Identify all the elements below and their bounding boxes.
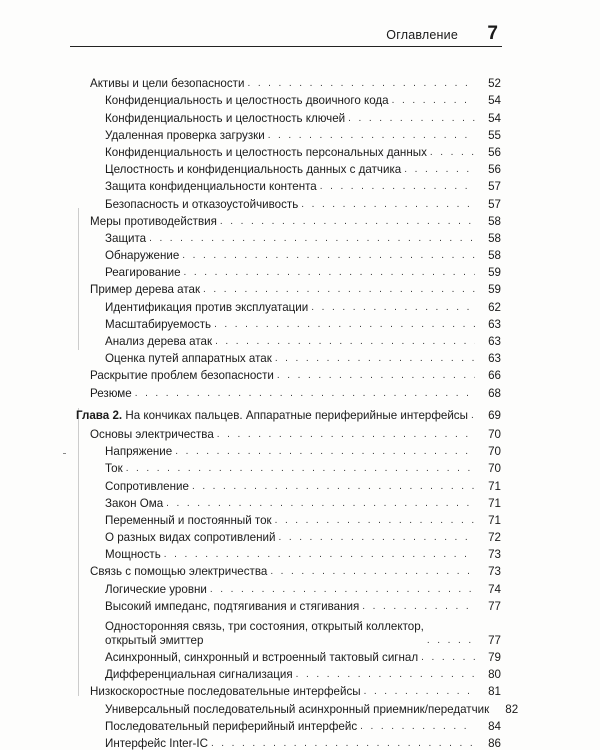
toc-entry-title: Конфиденциальность и целостность персональных данных [105, 145, 427, 159]
toc-entry-title: Переменный и постоянный ток [105, 513, 272, 527]
dot-leader [210, 584, 475, 597]
toc-page-number: 58 [488, 214, 501, 228]
toc-page-number: 59 [488, 283, 501, 297]
toc-entry-title: Анализ дерева атак [105, 335, 213, 348]
dot-leader [268, 130, 475, 143]
dot-leader [214, 319, 475, 332]
toc-page-number: 77 [488, 633, 501, 647]
toc-page-number: 70 [488, 462, 501, 476]
dot-leader [430, 147, 475, 160]
toc-entry-title: О разных видах сопротивлений [105, 531, 276, 545]
dot-leader [175, 446, 475, 459]
toc-page-number: 58 [488, 249, 501, 263]
toc-subsection-entry [0, 349, 600, 366]
toc-page-number: 73 [488, 548, 501, 562]
toc-entry-title: Асинхронный, синхронный и встроенный тактовый сигнал [105, 651, 419, 664]
toc-page-number: 71 [488, 479, 501, 493]
toc-section-entry [0, 74, 600, 91]
toc-page-number: 74 [488, 582, 501, 596]
toc-page-number: 58 [488, 231, 501, 245]
dot-leader [203, 284, 475, 297]
dot-leader [164, 549, 475, 562]
toc-entry-title: Защита конфиденциальности контента [105, 180, 317, 194]
toc-page-number: 63 [488, 317, 501, 331]
dot-leader [149, 233, 475, 246]
toc-subsection-entry [0, 528, 600, 545]
toc-entry-title: Масштабируемость [105, 317, 212, 331]
toc-page-number: 70 [488, 445, 501, 459]
toc-subsection-entry [0, 545, 600, 562]
toc-subsection-entry [0, 648, 600, 665]
toc-subsection-entry [0, 91, 600, 108]
toc-page-number: 77 [488, 599, 501, 613]
toc-entry-title: Обнаружение [105, 249, 180, 263]
toc-entry-title [76, 409, 471, 423]
toc-page-number: 52 [488, 77, 501, 91]
toc-page-number: 79 [488, 651, 501, 664]
toc-section-entry [0, 280, 600, 297]
toc-chapter-entry [0, 406, 600, 423]
toc-entry-title: Оценка путей аппаратных атак [105, 352, 272, 366]
toc-subsection-entry [0, 717, 600, 734]
toc-entry-title: Связь с помощью электричества [90, 565, 268, 579]
dot-leader [427, 635, 475, 648]
toc-entry-title: Дифференциальная сигнализация [105, 668, 293, 682]
toc-section-entry [0, 562, 600, 579]
toc-page-number: 62 [488, 300, 501, 314]
toc-page-number: 55 [488, 128, 501, 142]
toc-entry-title [105, 620, 427, 648]
dot-leader [220, 216, 475, 229]
toc-entry-title: Целостность и конфиденциальность данных с датчика [105, 163, 402, 177]
toc-page-number: 57 [488, 197, 501, 211]
dot-leader [360, 721, 475, 734]
toc-page-number: 69 [488, 408, 501, 422]
page-number: 7 [487, 23, 498, 44]
toc-subsection-entry [0, 263, 600, 280]
toc-entry-title: Универсальный последовательный асинхронный приемник/передатчик [105, 702, 490, 716]
toc-page-number: 81 [488, 685, 501, 699]
dot-leader [311, 302, 475, 315]
toc-entry-title: Резюме [90, 386, 132, 400]
toc-subsection-entry [0, 597, 600, 614]
toc-entry-title: Удаленная проверка загрузки [105, 128, 265, 142]
toc-subsection-entry [0, 511, 600, 528]
dot-leader [320, 181, 475, 194]
toc-entry-title: Активы и цели безопасности [90, 77, 245, 91]
toc-subsection-entry [0, 108, 600, 125]
dot-leader [348, 113, 475, 126]
toc-entry-title: Высокий импеданс, подтягивания и стягивания [105, 599, 360, 613]
dot-leader [362, 601, 475, 614]
toc-entry-title: Сопротивление [105, 479, 189, 493]
dot-leader [296, 669, 475, 682]
toc-subsection-entry [0, 315, 600, 332]
toc-entry-title: Раскрытие проблем безопасности [90, 369, 274, 383]
toc-subsection-entry [0, 614, 600, 648]
toc-subsection-entry [0, 160, 600, 177]
toc-subsection-entry [0, 734, 600, 751]
toc-subsection-entry [0, 143, 600, 160]
dot-leader [215, 336, 475, 349]
toc-entry-title: Логические уровни [105, 582, 207, 596]
dot-leader [301, 199, 475, 212]
toc-entry-title-line1: Односторонняя связь, три состояния, открытый коллектор, [105, 619, 424, 633]
toc-page-number: 63 [488, 335, 501, 348]
dot-leader [270, 566, 475, 579]
toc-page-number: 68 [488, 386, 501, 400]
running-header-title: Оглавление [386, 28, 458, 42]
dot-leader [217, 429, 475, 442]
dot-leader [166, 498, 475, 511]
toc-subsection-entry [0, 297, 600, 314]
toc-page-number: 82 [505, 702, 519, 716]
toc-page-number: 71 [488, 496, 501, 510]
toc-entry-title: Ток [105, 462, 123, 476]
toc-entry-title: Конфиденциальность и целостность двоичного кода [105, 94, 389, 108]
toc-subsection-entry [0, 699, 600, 716]
toc-section-entry [0, 366, 600, 383]
toc-entry-title: Идентификация против эксплуатации [105, 300, 309, 314]
dot-leader [278, 532, 475, 545]
toc-page-number: 59 [488, 266, 501, 280]
toc-subsection-entry [0, 194, 600, 211]
dot-leader [184, 267, 475, 280]
toc-subsection-entry [0, 665, 600, 682]
dot-leader [404, 164, 475, 177]
toc-entry-title: Реагирование [105, 266, 181, 280]
toc-page-number: 71 [488, 513, 501, 527]
toc-page-number: 70 [488, 427, 501, 441]
toc-page-number: 73 [488, 565, 501, 579]
toc-entry-title: Пример дерева атак [90, 283, 201, 297]
toc-entry-title: Напряжение [105, 445, 173, 459]
toc-page-number: 84 [488, 719, 501, 733]
dot-leader [277, 370, 475, 383]
toc-subsection-entry [0, 229, 600, 246]
dot-leader [192, 481, 475, 494]
toc-section-entry [0, 383, 600, 400]
toc-section-entry [0, 682, 600, 699]
running-header [70, 22, 502, 47]
dot-leader [182, 250, 475, 263]
toc-entry-title-line2: открытый эмиттер [105, 633, 204, 647]
dot-leader [135, 388, 475, 401]
dot-leader [364, 686, 475, 699]
toc-entry-title: Безопасность и отказоустойчивость [105, 197, 299, 211]
toc-subsection-entry [0, 476, 600, 493]
toc-section-entry [0, 212, 600, 229]
toc-page-number: 54 [488, 111, 501, 125]
toc-entry-title: Низкоскоростные последовательные интерфейсы [90, 685, 361, 699]
toc-entry-title: Основы электричества [90, 427, 214, 441]
toc-subsection-entry [0, 459, 600, 476]
toc-page-number: 56 [488, 163, 501, 177]
dot-leader [275, 353, 475, 366]
toc-subsection-entry [0, 246, 600, 263]
toc-entry-title: Последовательный периферийный интерфейс [105, 719, 358, 733]
toc-page-number: 86 [488, 736, 501, 750]
toc-page-number: 80 [488, 668, 501, 682]
toc-entry-title: Закон Ома [105, 496, 164, 510]
toc-subsection-entry [0, 332, 600, 349]
dot-leader [247, 78, 475, 91]
toc-entry-title: Интерфейс Inter-IC [105, 736, 208, 750]
toc-section-entry [0, 425, 600, 442]
toc-page-number: 57 [488, 180, 501, 194]
chapter-prefix: Глава 2. [76, 408, 123, 422]
dot-leader [421, 652, 475, 665]
dot-leader [275, 515, 475, 528]
chapter-title: На кончиках пальцев. Аппаратные периферийные интерфейсы [125, 408, 468, 422]
toc-page-number: 54 [488, 94, 501, 108]
toc-page-number: 63 [488, 352, 501, 366]
toc-entry-title: Меры противодействия [90, 214, 217, 228]
toc-page-number: 66 [488, 369, 501, 383]
dot-leader [126, 463, 475, 476]
toc-entry-title: Конфиденциальность и целостность ключей [105, 111, 346, 125]
toc-subsection-entry [0, 126, 600, 143]
toc-subsection-entry [0, 494, 600, 511]
toc-page-number: 72 [488, 531, 501, 545]
toc-entry-title: Защита [105, 231, 147, 245]
toc-subsection-entry [0, 442, 600, 459]
dot-leader [211, 738, 475, 751]
toc-subsection-entry [0, 177, 600, 194]
dot-leader [392, 95, 475, 108]
toc-subsection-entry [0, 579, 600, 596]
toc-entry-title: Мощность [105, 548, 161, 562]
table-of-contents [0, 74, 600, 751]
toc-page-number: 56 [488, 145, 501, 159]
